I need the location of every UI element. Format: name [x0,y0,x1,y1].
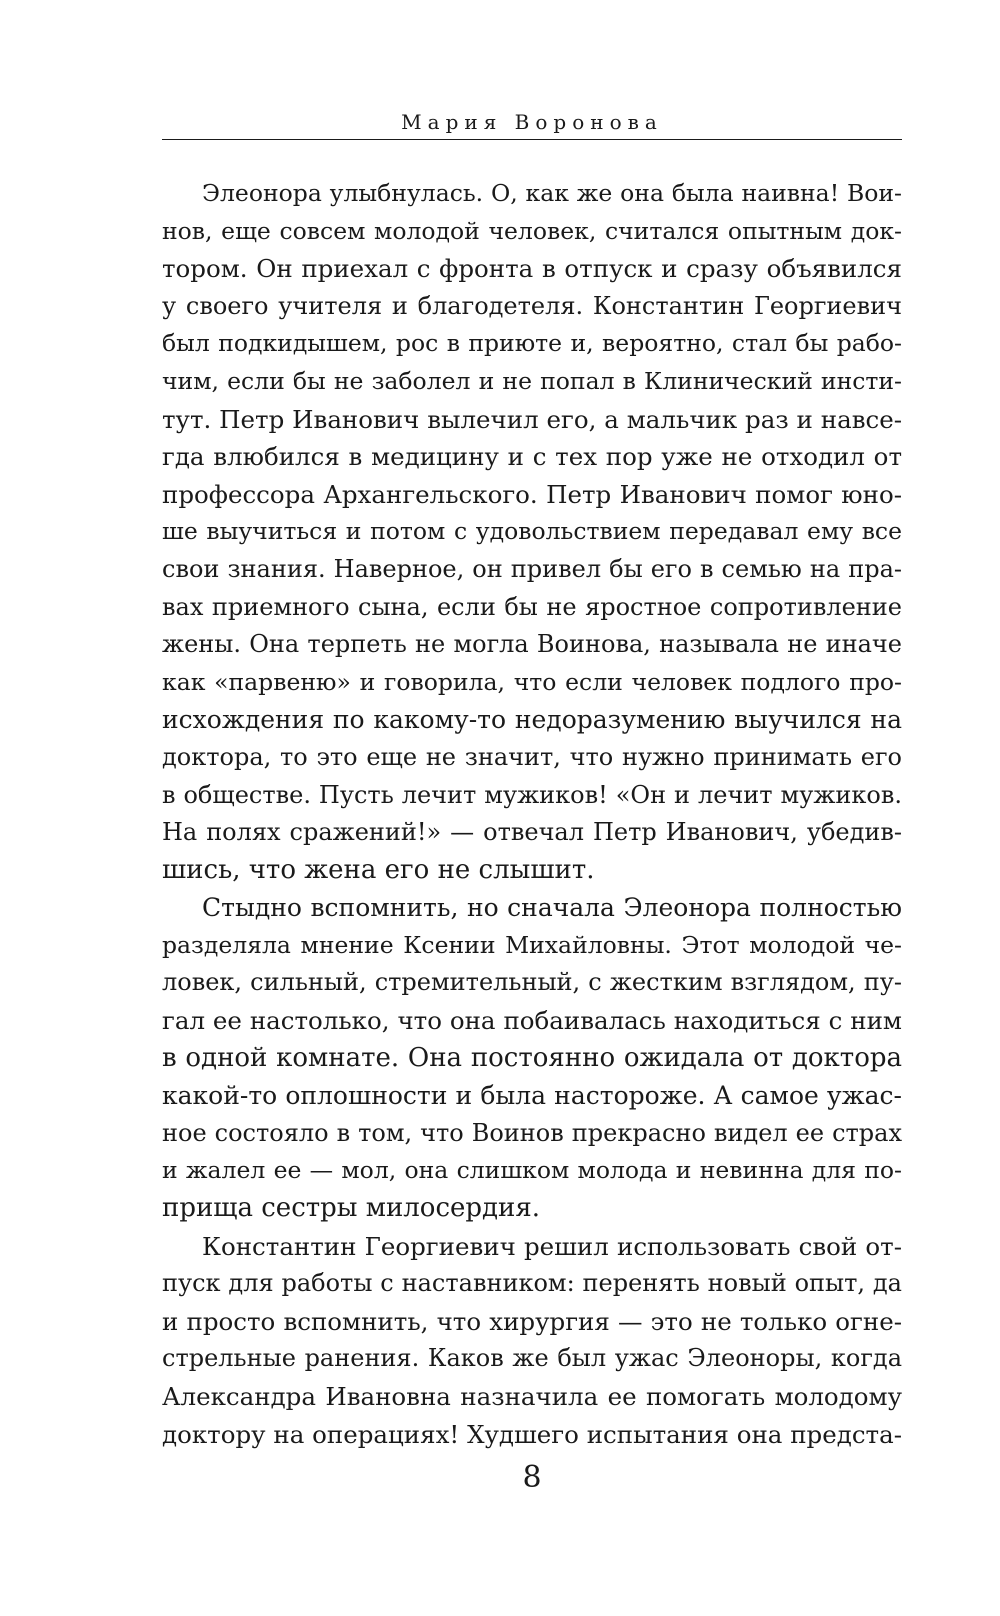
paragraph [162,889,902,1227]
text-line: в одной комнате. Она постоянно ожидала от доктора [162,1042,902,1073]
text-line: шись, что жена его не слышит. [162,854,595,885]
running-head: Мария Воронова [401,110,663,134]
text-line: ше выучиться и потом с удовольствием передавал ему все [162,517,902,546]
text-line: в обществе. Пусть лечит мужиков! «Он и лечит мужиков. [162,780,902,809]
text-line: тут. Петр Иванович вылечил его, а мальчик раз и навсе- [162,404,902,434]
text-line: разделяла мнение Ксении Михайловны. Этот молодой че- [162,930,902,959]
text-line: и жалел ее — мол, она слишком молода и невинна для по- [162,1156,902,1185]
text-line: вах приемного сына, если бы не яростное сопротивление [162,592,902,621]
text-line: исхождения по какому-то недоразумению выучился на [162,705,902,735]
page-number: 8 [522,1460,542,1495]
text-line: Элеонора улыбнулась. О, как же она была наивна! Вои- [202,179,902,207]
text-line: прища сестры милосердия. [162,1193,541,1224]
paragraph [162,175,902,889]
text-line: у своего учителя и благодетеля. Константин Георгиевич [162,291,902,320]
text-line: был подкидышем, рос в приюте и, вероятно, стал бы рабо- [162,329,902,358]
text-line: профессора Архангельского. Петр Иванович помог юно- [162,479,902,509]
text-line: доктора, то это еще не значит, что нужно принимать его [162,742,902,771]
paragraph [162,1228,902,1454]
text-line: какой-то оплошности и была настороже. А самое ужас- [162,1081,902,1111]
text-line: Александра Ивановна назначила ее помогать молодому [162,1382,902,1411]
body-text [162,175,902,1453]
text-line: и просто вспомнить, что хирургия — это не только огне- [162,1306,902,1336]
text-line: пуск для работы с наставником: перенять новый опыт, да [162,1269,902,1298]
text-line: чим, если бы не заболел и не попал в Клинический инсти- [162,366,902,395]
text-line: тором. Он приехал с фронта в отпуск и сразу объявился [162,254,902,284]
text-line: жены. Она терпеть не могла Воинова, называла не иначе [162,630,902,659]
text-line: гал ее настолько, что она побаивалась находиться с ним [162,1006,902,1036]
text-line: ловек, сильный, стремительный, с жестким взглядом, пу- [162,968,902,997]
header-rule [162,139,902,140]
text-line: доктору на операциях! Худшего испытания она предста- [162,1419,902,1449]
text-line: нов, еще совсем молодой человек, считался опытным док- [162,216,902,245]
text-line: ное состояло в том, что Воинов прекрасно видел ее страх [162,1118,902,1147]
text-line: Константин Георгиевич решил использовать свой от- [202,1231,902,1261]
text-line: гда влюбился в медицину и с тех пор уже не отходил от [162,442,902,472]
text-line: На полях сражений!» — отвечал Петр Иванович, убедив- [162,818,902,847]
text-line: свои знания. Наверное, он привел бы его в семью на пра- [162,554,902,583]
text-line: стрельные ранения. Каков же был ужас Элеоноры, когда [162,1344,902,1373]
text-line: как «парвеню» и говорила, что если человек подлого про- [162,667,902,696]
text-line: Стыдно вспомнить, но сначала Элеонора полностью [202,893,902,923]
